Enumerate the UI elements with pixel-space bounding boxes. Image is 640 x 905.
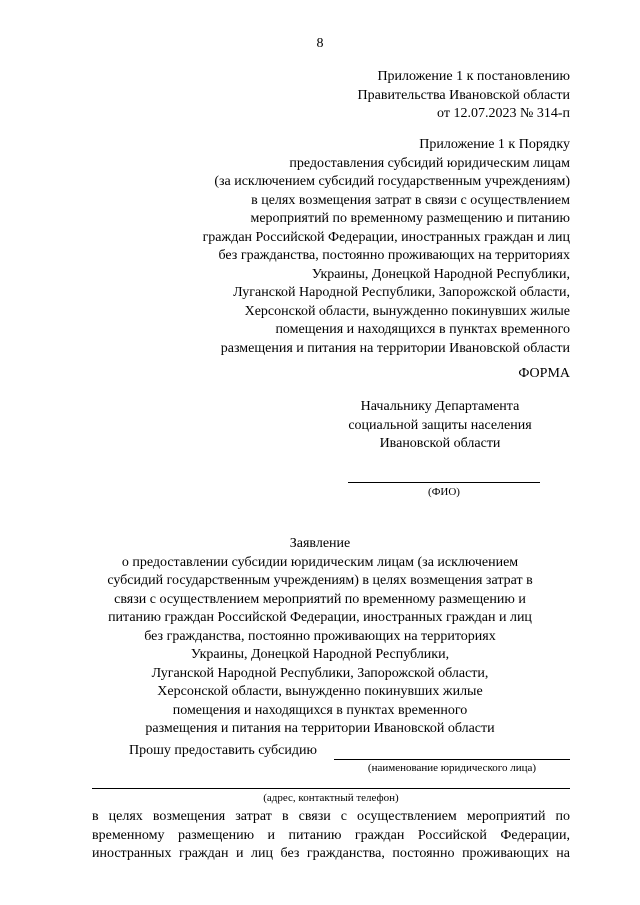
statement-line: Луганской Народной Республики, Запорожской области, <box>151 665 489 681</box>
statement-line: без гражданства, постоянно проживающих на территориях <box>144 628 496 644</box>
statement-line: помещения и находящихся в пунктах временного <box>172 702 468 718</box>
procedure-header-line: Украины, Донецкой Народной Республики, <box>311 266 570 282</box>
fio-caption: (ФИО) <box>428 486 460 498</box>
address-blank-line[interactable] <box>92 788 570 789</box>
body-line: иностранных граждан и лиц без гражданства, постоянно проживающих на <box>92 846 570 861</box>
appendix-header-line: Правительства Ивановской области <box>357 87 570 103</box>
page-number: 8 <box>316 36 324 51</box>
statement-line: о предоставлении субсидии юридическим лицам (за исключением <box>121 554 519 570</box>
procedure-header-line: без гражданства, постоянно проживающих на территориях <box>218 248 570 263</box>
procedure-header-line: граждан Российской Федерации, иностранных граждан и лиц <box>202 229 570 245</box>
statement-line: размещения и питания на территории Ивановской области <box>145 721 495 736</box>
procedure-header-line: Луганской Народной Республики, Запорожской области, <box>233 285 570 300</box>
addressee-line: Начальнику Департамента <box>360 399 520 414</box>
procedure-header-line: (за исключением субсидий государственным учреждениям) <box>214 174 570 189</box>
statement-line: Херсонской области, вынужденно покинувших жилые <box>157 684 483 699</box>
statement-line: питанию граждан Российской Федерации, иностранных граждан и лиц <box>108 610 532 625</box>
fio-blank-line[interactable] <box>348 482 540 483</box>
procedure-header-line: предоставления субсидий юридическим лицам <box>289 155 570 171</box>
addressee-block <box>340 398 540 454</box>
procedure-header-line: помещения и находящихся в пунктах временного <box>275 322 570 337</box>
appendix-header <box>358 68 570 124</box>
addressee-line: Ивановской области <box>379 436 501 451</box>
procedure-header <box>203 136 570 358</box>
form-label: ФОРМА <box>518 366 570 381</box>
procedure-header-line: Приложение 1 к Порядку <box>419 137 570 152</box>
procedure-header-line: Херсонской области, вынужденно покинувших жилые <box>244 303 570 319</box>
body-paragraph <box>92 808 570 864</box>
appendix-header-line: Приложение 1 к постановлению <box>377 69 570 84</box>
entity-name-blank-line[interactable] <box>334 759 570 760</box>
statement-line: Украины, Донецкой Народной Республики, <box>190 647 450 662</box>
body-line: временному размещению и питанию граждан Российской Федерации, <box>92 827 570 843</box>
statement-line: субсидий государственным учреждениям) в целях возмещения затрат в <box>107 573 533 588</box>
procedure-header-line: в целях возмещения затрат в связи с осуществлением <box>251 192 570 208</box>
body-line: в целях возмещения затрат в связи с осуществлением мероприятий по <box>92 809 570 824</box>
request-text: Прошу предоставить субсидию <box>129 743 317 758</box>
procedure-header-line: размещения и питания на территории Ивановской области <box>220 340 570 356</box>
appendix-header-line: от 12.07.2023 № 314-п <box>437 106 570 121</box>
statement-block <box>0 535 640 739</box>
statement-title: Заявление <box>289 536 351 551</box>
statement-line: связи с осуществлением мероприятий по временному размещению и <box>114 591 526 607</box>
addressee-line: социальной защиты населения <box>348 417 532 433</box>
procedure-header-line: мероприятий по временному размещению и питанию <box>250 211 570 226</box>
address-caption: (адрес, контактный телефон) <box>263 792 399 804</box>
entity-name-caption: (наименование юридического лица) <box>367 762 537 774</box>
